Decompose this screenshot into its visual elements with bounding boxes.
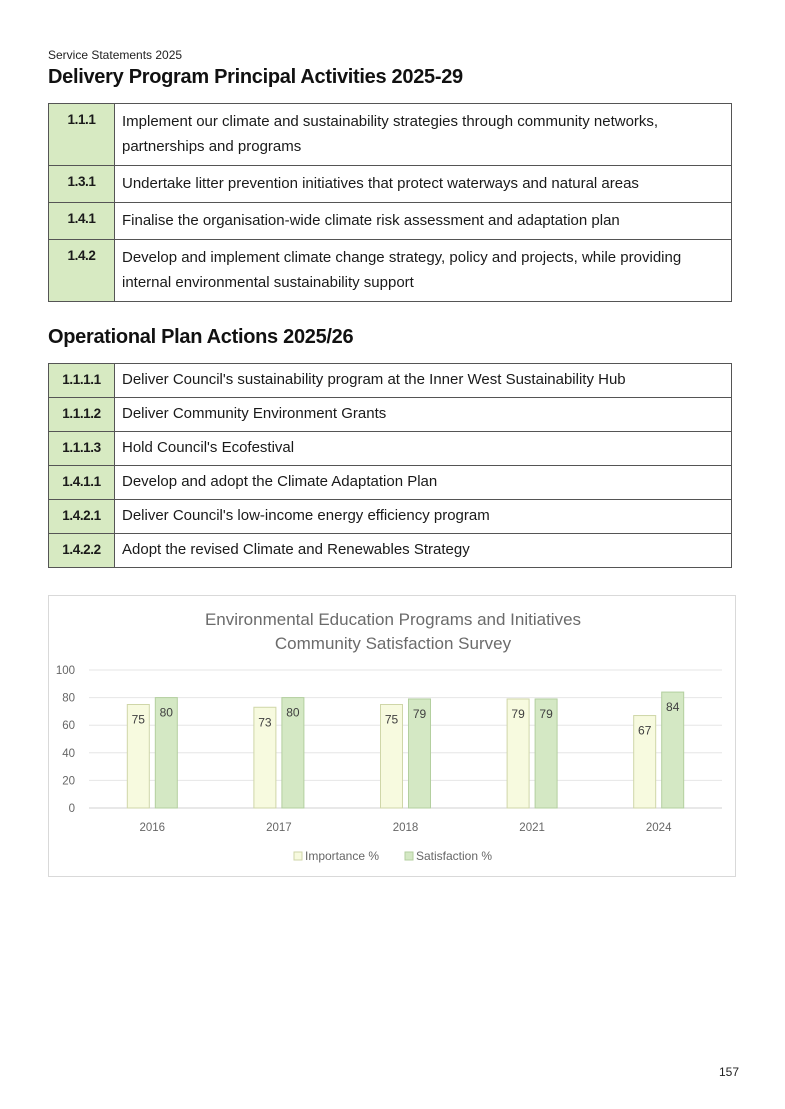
document-kicker: Service Statements 2025 — [48, 48, 183, 62]
legend-swatch — [294, 852, 302, 860]
action-code: 1.1.1.3 — [49, 432, 115, 466]
operational-plan-heading: Operational Plan Actions 2025/26 — [48, 326, 354, 348]
x-tick-label: 2018 — [392, 822, 419, 834]
table-row — [49, 398, 732, 432]
page-number: 157 — [718, 1065, 739, 1079]
table-row — [49, 534, 732, 568]
y-tick-label: 60 — [62, 720, 75, 733]
data-label: 80 — [286, 705, 300, 720]
activity-code: 1.4.1 — [49, 203, 115, 240]
table-row — [49, 432, 732, 466]
table-row — [49, 240, 732, 302]
chart-canvas — [49, 596, 737, 878]
table-row — [49, 500, 732, 534]
table-row — [49, 166, 732, 203]
action-code: 1.1.1.2 — [49, 398, 115, 432]
action-code: 1.4.1.1 — [49, 466, 115, 500]
operational-plan-table — [48, 363, 732, 568]
x-tick-label: 2016 — [139, 822, 166, 834]
data-label: 75 — [384, 712, 399, 727]
x-tick-label: 2017 — [266, 822, 292, 834]
table-row — [49, 466, 732, 500]
data-label: 79 — [539, 706, 553, 721]
data-label: 67 — [638, 723, 652, 738]
action-description: Develop and adopt the Climate Adaptation Plan — [115, 466, 732, 500]
data-label: 73 — [258, 715, 272, 730]
delivery-program-table — [48, 103, 732, 302]
y-tick-label: 20 — [62, 775, 75, 788]
legend-label: Satisfaction % — [416, 849, 493, 863]
table-row — [49, 203, 732, 240]
table-row — [49, 364, 732, 398]
activity-description: Develop and implement climate change strategy, policy and projects, while providing internal environmental sustainability support — [115, 240, 732, 302]
delivery-program-heading: Delivery Program Principal Activities 2025-29 — [48, 66, 463, 88]
action-description: Deliver Council's sustainability program at the Inner West Sustainability Hub — [115, 364, 732, 398]
activity-code: 1.3.1 — [49, 166, 115, 203]
data-label: 75 — [131, 712, 145, 727]
data-label: 80 — [159, 705, 173, 720]
x-tick-label: 2024 — [645, 822, 672, 834]
legend-swatch — [405, 852, 413, 860]
activity-code: 1.1.1 — [49, 104, 115, 166]
activity-description: Finalise the organisation-wide climate risk assessment and adaptation plan — [115, 203, 732, 240]
y-tick-label: 0 — [68, 803, 75, 815]
action-description: Deliver Council's low-income energy efficiency program — [115, 500, 732, 534]
activity-description: Undertake litter prevention initiatives that protect waterways and natural areas — [115, 166, 732, 203]
chart-title-line: Community Satisfaction Survey — [274, 634, 512, 653]
action-description: Adopt the revised Climate and Renewables Strategy — [115, 534, 732, 568]
data-label: 79 — [511, 706, 525, 721]
y-tick-label: 100 — [55, 665, 75, 677]
action-description: Deliver Community Environment Grants — [115, 398, 732, 432]
data-label: 84 — [666, 700, 680, 715]
activity-description: Implement our climate and sustainability strategies through community networks, partnerships and programs — [115, 104, 732, 166]
legend-label: Importance % — [305, 849, 380, 863]
y-tick-label: 40 — [62, 747, 75, 760]
chart-title-line: Environmental Education Programs and Initiatives — [204, 610, 582, 629]
action-code: 1.4.2.1 — [49, 500, 115, 534]
data-label: 79 — [412, 706, 427, 721]
action-code: 1.1.1.1 — [49, 364, 115, 398]
action-code: 1.4.2.2 — [49, 534, 115, 568]
table-row — [49, 104, 732, 166]
activity-code: 1.4.2 — [49, 240, 115, 302]
x-tick-label: 2021 — [519, 822, 545, 834]
satisfaction-chart — [48, 595, 736, 877]
y-tick-label: 80 — [62, 692, 75, 705]
action-description: Hold Council's Ecofestival — [115, 432, 732, 466]
